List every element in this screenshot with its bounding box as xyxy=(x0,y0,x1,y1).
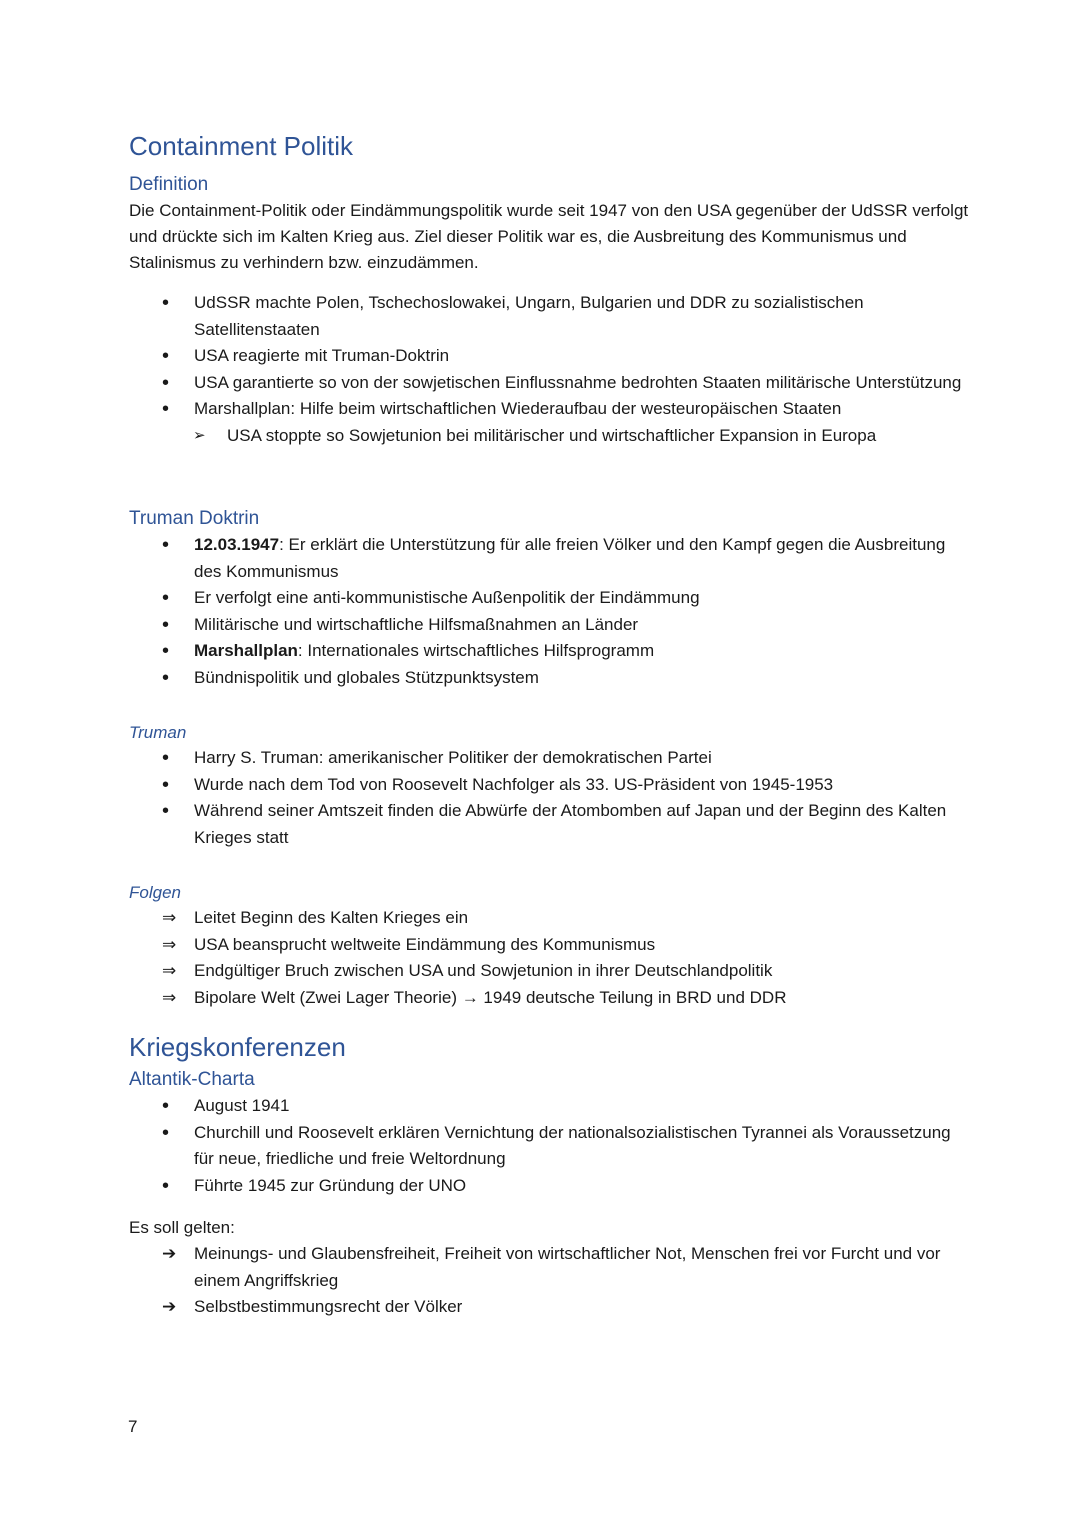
arrow-bullet-icon: ➢ xyxy=(193,426,206,444)
bullet-icon: • xyxy=(162,534,170,556)
page-number: 7 xyxy=(128,1417,138,1436)
double-arrow-icon: ⇒ xyxy=(162,961,177,980)
heading-kriegskonferenzen: Kriegskonferenzen xyxy=(129,1032,346,1062)
atlantik-list xyxy=(129,1093,969,1199)
list-item: ⇒ Bipolare Welt (Zwei Lager Theorie) → 1949 deutsche Teilung in BRD und DDR xyxy=(129,985,969,1012)
es-soll-gelten-list xyxy=(129,1241,969,1321)
list-item: ⇒ USA beansprucht weltweite Eindämmung des Kommunismus xyxy=(129,932,969,959)
bullet-icon: • xyxy=(162,640,170,662)
list-item: • UdSSR machte Polen, Tschechoslowakei, Ungarn, Bulgarien und DDR zu sozialistischen Satellitenstaaten xyxy=(162,292,864,339)
list-item: ➔ Selbstbestimmungsrecht der Völker xyxy=(129,1294,969,1321)
bullet-icon: • xyxy=(162,613,170,636)
page-content xyxy=(129,128,969,1321)
bullet-icon: • xyxy=(162,587,170,609)
list-item: • 12.03.1947: Er erklärt die Unterstützung für alle freien Völker und den Kampf gegen die Ausbreitung des Kommunismus xyxy=(162,534,946,581)
heading-atlantik-charta: Altantik-Charta xyxy=(129,1069,255,1090)
list-item: • Marshallplan: Hilfe beim wirtschaftlichen Wiederaufbau der westeuropäischen Staaten xyxy=(129,396,969,423)
list-item: • August 1941 xyxy=(129,1093,969,1120)
heading-containment-politik: Containment Politik xyxy=(129,131,353,161)
es-soll-gelten-label: Es soll gelten: xyxy=(129,1218,235,1237)
definition-list xyxy=(129,290,969,449)
heading-truman-doktrin: Truman Doktrin xyxy=(129,508,260,529)
list-item: • Er verfolgt eine anti-kommunistische Außenpolitik der Eindämmung xyxy=(129,585,969,612)
bold-arrow-icon: ➔ xyxy=(162,1244,177,1263)
bold-arrow-icon: ➔ xyxy=(162,1297,177,1316)
truman-list xyxy=(129,745,969,851)
heading-folgen: Folgen xyxy=(129,883,181,902)
bullet-icon: • xyxy=(162,398,170,420)
bullet-icon: • xyxy=(162,345,170,367)
list-item: • Führte 1945 zur Gründung der UNO xyxy=(129,1173,969,1200)
list-item: • Marshallplan: Internationales wirtschaftliches Hilfsprogramm xyxy=(129,638,969,665)
folgen-list xyxy=(129,905,969,1011)
double-arrow-icon: ⇒ xyxy=(162,934,177,954)
bullet-icon: • xyxy=(162,747,170,769)
list-item: • Churchill und Roosevelt erklären Vernichtung der nationalsozialistischen Tyrannei als Voraussetzung für neue, friedliche und freie Weltordnung xyxy=(162,1121,951,1168)
double-arrow-icon: ⇒ xyxy=(162,987,177,1007)
bullet-icon: • xyxy=(162,292,170,314)
bullet-icon: • xyxy=(162,666,170,689)
list-item: • Während seiner Amtszeit finden die Abwürfe der Atombomben auf Japan und der Beginn des Kalten Krieges statt xyxy=(162,800,947,847)
bullet-icon: • xyxy=(162,1095,170,1117)
bullet-icon: • xyxy=(162,371,170,394)
sub-list-item: ➢ USA stoppte so Sowjetunion bei militärischer und wirtschaftlicher Expansion in Europa xyxy=(129,423,969,450)
double-arrow-icon: ⇒ xyxy=(162,908,177,927)
list-item: • USA reagierte mit Truman-Doktrin xyxy=(129,343,969,370)
list-item: • USA garantierte so von der sowjetischen Einflussnahme bedrohten Staaten militärische Unterstützung xyxy=(129,370,969,397)
list-item: ⇒ Endgültiger Bruch zwischen USA und Sowjetunion in ihrer Deutschlandpolitik xyxy=(129,958,969,985)
truman-doktrin-list xyxy=(129,532,969,691)
definition-paragraph: Die Containment-Politik oder Eindämmungspolitik wurde seit 1947 von den USA gegenüber der UdSSR verfolgt und drückte sich im Kalten Krieg aus. Ziel dieser Politik war es, die Ausbreitung des Kommunismus und Stalinismus zu verhindern bzw. einzudämmen. xyxy=(129,201,969,272)
list-item: ⇒ Leitet Beginn des Kalten Krieges ein xyxy=(129,905,969,932)
heading-truman: Truman xyxy=(129,723,187,742)
bullet-icon: • xyxy=(162,800,170,822)
list-item: ➔ Meinungs- und Glaubensfreiheit, Freiheit von wirtschaftlicher Not, Menschen frei vor Furcht und vor einem Angriffskrieg xyxy=(129,1241,969,1294)
list-item: • Bündnispolitik und globales Stützpunktsystem xyxy=(129,665,969,692)
bullet-icon: • xyxy=(162,1174,170,1197)
list-item: • Wurde nach dem Tod von Roosevelt Nachfolger als 33. US-Präsident von 1945-1953 xyxy=(129,772,969,799)
bullet-icon: • xyxy=(162,1121,170,1144)
list-item: • Militärische und wirtschaftliche Hilfsmaßnahmen an Länder xyxy=(129,612,969,639)
heading-definition: Definition xyxy=(129,174,209,195)
bullet-icon: • xyxy=(162,773,170,796)
list-item: • Harry S. Truman: amerikanischer Politiker der demokratischen Partei xyxy=(129,745,969,772)
